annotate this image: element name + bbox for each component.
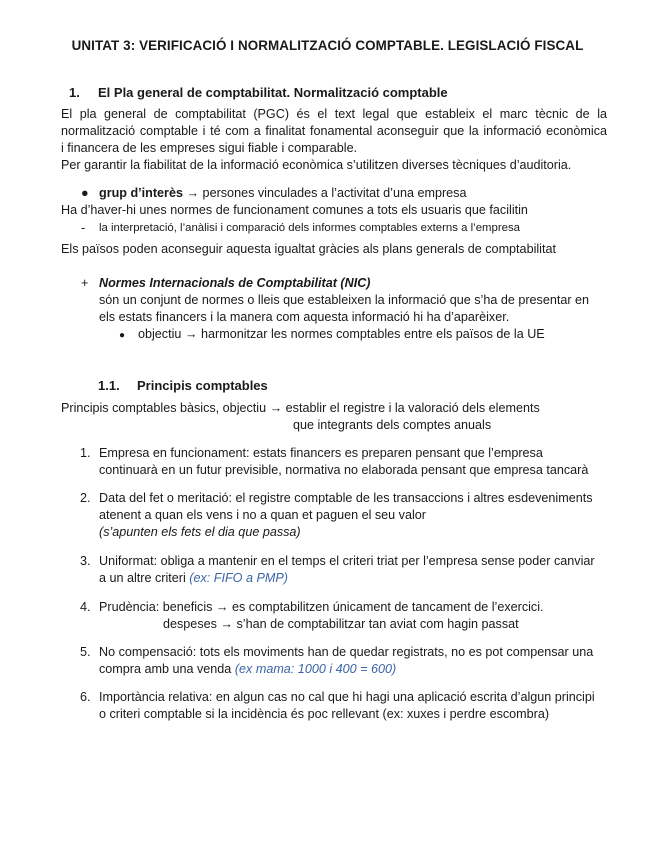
principle-3-line-1: Uniformat: obliga a mantenir en el temps el criteri triat per l’empresa sense poder canviar xyxy=(99,554,595,568)
nic-objectiu: objectiu → harmonitzar les normes comptables entre els països de la UE xyxy=(138,327,545,341)
list-item-number: 1. xyxy=(80,446,91,460)
list-item-number: 5. xyxy=(80,645,91,659)
principle-6-line-1: Importància relativa: en algun cas no cal que hi hagi una aplicació escrita d’algun principi xyxy=(99,690,595,704)
principis-intro-line-1: Principis comptables bàsics, objectiu → establir el registre i la valoració dels elements xyxy=(61,401,540,415)
list-item-number: 3. xyxy=(80,554,91,568)
principle-5-example: (ex mama: 1000 i 400 = 600) xyxy=(234,662,397,676)
principle-3-line-2 xyxy=(99,570,288,587)
paisos-line: Els països poden aconseguir aquesta igualtat gràcies als plans generals de comptabilitat xyxy=(61,242,556,256)
principle-5-line-2 xyxy=(99,661,396,678)
list-item-number: 4. xyxy=(80,600,91,614)
principle-2-line-2: atenent a quan els vens i no a quan et paguen el seu valor xyxy=(99,508,426,522)
nic-desc-line-2: els estats financers i la manera com aquesta informació hi ha d’aparèixer. xyxy=(99,310,510,324)
principle-6-line-2: o criteri comptable si la incidència és poc rellevant (ex: xuxes i perdre escombra) xyxy=(99,707,550,721)
principle-4-line-1: Prudència: beneficis → es comptabilitzen únicament de tancament de l’exercici. xyxy=(99,600,544,614)
principle-5-text: compra amb una venda xyxy=(99,662,232,676)
section-1-heading: El Pla general de comptabilitat. Normalització comptable xyxy=(98,85,448,100)
auditoria-paragraph: Per garantir la fiabilitat de la informació econòmica s’utilitzen diverses tècniques d’auditoria. xyxy=(61,158,572,172)
principle-2-line-1: Data del fet o meritació: el registre comptable de les transaccions i altres esdeveniments xyxy=(99,491,593,505)
principle-4-line-2: despeses → s’han de comptabilitzar tan aviat com hagin passat xyxy=(163,617,519,631)
principle-1-line-1: Empresa en funcionament: estats financers es preparen pensant que l’empresa xyxy=(99,446,543,460)
principis-intro-line-2: que integrants dels comptes anuals xyxy=(293,418,492,432)
list-item-number: 6. xyxy=(80,690,91,704)
section-1-number: 1. xyxy=(69,85,80,100)
principle-3-text: a un altre criteri xyxy=(99,571,186,585)
bullet-dot-icon: ● xyxy=(81,186,89,200)
pgc-paragraph-line-3: i financera de les empreses sigui fiable i comparable. xyxy=(61,141,358,155)
list-item-number: 2. xyxy=(80,491,91,505)
nic-desc-line-1: són un conjunt de normes o lleis que estableixen la informació que s’ha de presentar en xyxy=(99,293,590,307)
interpretacio-item: la interpretació, l’anàlisi i comparació dels informes comptables externs a l’empresa xyxy=(99,222,521,234)
normes-line: Ha d’haver-hi unes normes de funcionament comunes a tots els usuaris que facilitin xyxy=(61,203,528,217)
grup-interes-item xyxy=(99,185,466,202)
nic-title: Normes Internacionals de Comptabilitat (NIC) xyxy=(99,276,371,290)
pgc-paragraph-line-2: normalització comptable i té com a finalitat fonamental aconseguir que la informació econòmica xyxy=(61,124,607,138)
principle-5-line-1: No compensació: tots els moviments han de quedar registrats, no es pot compensar una xyxy=(99,645,594,659)
pgc-paragraph-line-1: El pla general de comptabilitat (PGC) és el text legal que estableix el marc tècnic de la xyxy=(61,107,607,121)
dash-marker-icon: - xyxy=(81,221,86,235)
grup-interes-term: grup d’interès xyxy=(99,186,183,200)
document-title: UNITAT 3: VERIFICACIÓ I NORMALITZACIÓ COMPTABLE. LEGISLACIÓ FISCAL xyxy=(71,38,584,53)
plus-marker-icon: + xyxy=(81,276,89,290)
section-1-1-number: 1.1. xyxy=(98,378,120,393)
grup-interes-definition: → persones vinculades a l’activitat d’una empresa xyxy=(186,186,467,200)
section-1-1-heading: Principis comptables xyxy=(137,378,268,393)
principle-2-line-3: (s’apunten els fets el dia que passa) xyxy=(99,525,301,539)
principle-1-line-2: continuarà en un futur previsible, normativa no elaborada pensant que empresa tancarà xyxy=(99,463,589,477)
principle-3-example: (ex: FIFO a PMP) xyxy=(189,571,288,585)
bullet-dot-icon: ● xyxy=(119,330,126,341)
